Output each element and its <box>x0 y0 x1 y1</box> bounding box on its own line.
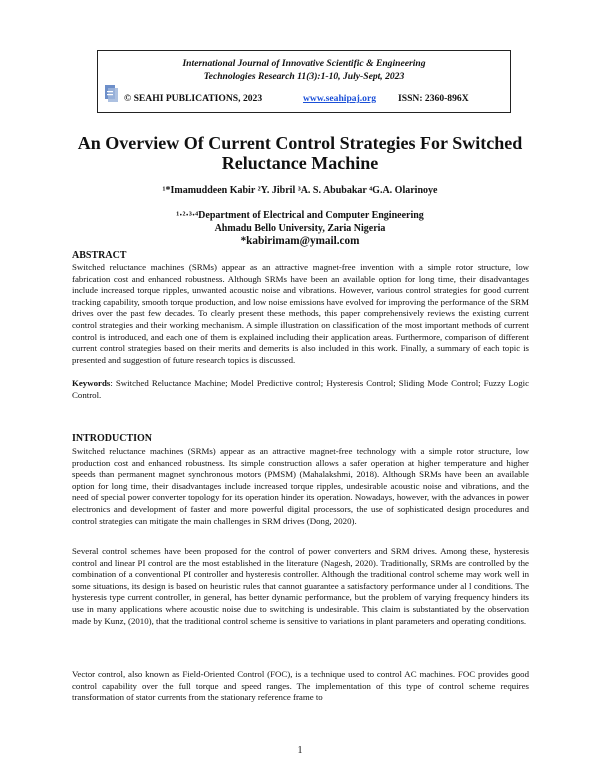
introduction-paragraph-2: Several control schemes have been proposed for the control of power converters and SRM drives. Among these, hysteresis control and linear PI control are the most established in the literature (Nagesh, 2020). Traditionally, SRMs are controlled by the combination of a conventional PI controller and hysteresis controller. Although the traditional control scheme may work well in some situations, its design is based on heuristic rules that cannot guarantee a satisfactory performance under al l conditions. The hysteresis type current controller, in general, has better dynamic performance, but the problem of varying frequency hinders its use in many applications where acoustic noise due to switching is undesirable. This claim is substantiated by the observation made by Kunz, (2010), that the traditional control scheme is sensitive to variations in plant parameters and operating conditions. <box>72 546 529 626</box>
introduction-paragraph-3: Vector control, also known as Field-Oriented Control (FOC), is a technique used to control AC machines. FOC provides good control capability over the full torque and speed ranges. The implementation of this type of control scheme requires transformation of stator currents from the stationary reference frame to <box>72 669 529 703</box>
keywords <box>72 378 529 401</box>
paper-title: An Overview Of Current Control Strategies For Switched Reluctance Machine <box>77 133 523 173</box>
publisher-name: © SEAHI PUBLICATIONS, 2023 <box>124 93 263 104</box>
introduction-heading: INTRODUCTION <box>72 433 153 444</box>
keywords-label: Keywords <box>72 378 111 388</box>
issn: ISSN: 2360-896X <box>398 93 469 104</box>
corresponding-email[interactable]: *kabirimam@ymail.com <box>240 235 360 247</box>
affiliation-university: Ahmadu Bello University, Zaria Nigeria <box>214 223 386 234</box>
publisher-url-link[interactable]: www.seahipaj.org <box>303 93 377 104</box>
journal-name-line1: International Journal of Innovative Scientific & Engineering <box>182 58 426 69</box>
abstract-heading: ABSTRACT <box>72 250 127 261</box>
introduction-paragraph-1: Switched reluctance machines (SRMs) appear as an attractive magnet-free technology with a simple rotor structure, low production cost and enhanced robustness. Its simple construction allows a safer operation at higher temperature and higher speeds than permanent magnet synchronous motors (PMSM) (Mahalakshmi, 2018). Although SRMs have been an available option for long time, their disadvantages include increased torque ripples, undesirable acoustic noise and vibrations, and the need of special power converter topology for its operation hinder its operation. Nowadays, however, with the advances in power electronics and development of faster and more powerful digital processors, the use of sophisticated design procedures and control strategies can mitigate the main challenges in SRM drives (Dong, 2020). <box>72 446 529 526</box>
keywords-list: : Switched Reluctance Machine; Model Predictive control; Hysteresis Control; Sliding Mode Control; Fuzzy Logic Control. <box>72 378 529 400</box>
page-number: 1 <box>297 745 303 756</box>
affiliation-department: ¹·²·³·⁴Department of Electrical and Computer Engineering <box>176 210 424 221</box>
journal-header-box <box>97 50 511 113</box>
publisher-logo-icon <box>103 83 121 105</box>
authors: ¹*Imamuddeen Kabir ²Y. Jibril ³A. S. Abubakar ⁴G.A. Olarinoye <box>162 185 438 196</box>
journal-name-line2: Technologies Research 11(3):1-10, July-Sept, 2023 <box>203 71 405 82</box>
abstract-text: Switched reluctance machines (SRMs) appear as an attractive magnet-free invention with a simple rotor structure, low fabrication cost and enhanced robustness. Although SRMs have been an available option for long time, their disadvantages include increased torque ripples, unwanted acoustic noise and vibrations. However, various control strategies for good current tracking capability, smooth torque production, and low noise emissions have evolved for improving the performance of the SRM drives over the past few decades. To clearly present these methods, this paper comprehensively reviews the existing current control strategies and their working mechanism. A simple illustration on classification of the most important methods of current control is introduced, and each one of them is explained including their application areas. Furthermore, comparison of different current control strategies based on their merits and demerits is also included in this work. Finally, a summary of each topic is presented and suggestion of future research topics is discussed. <box>72 262 529 365</box>
